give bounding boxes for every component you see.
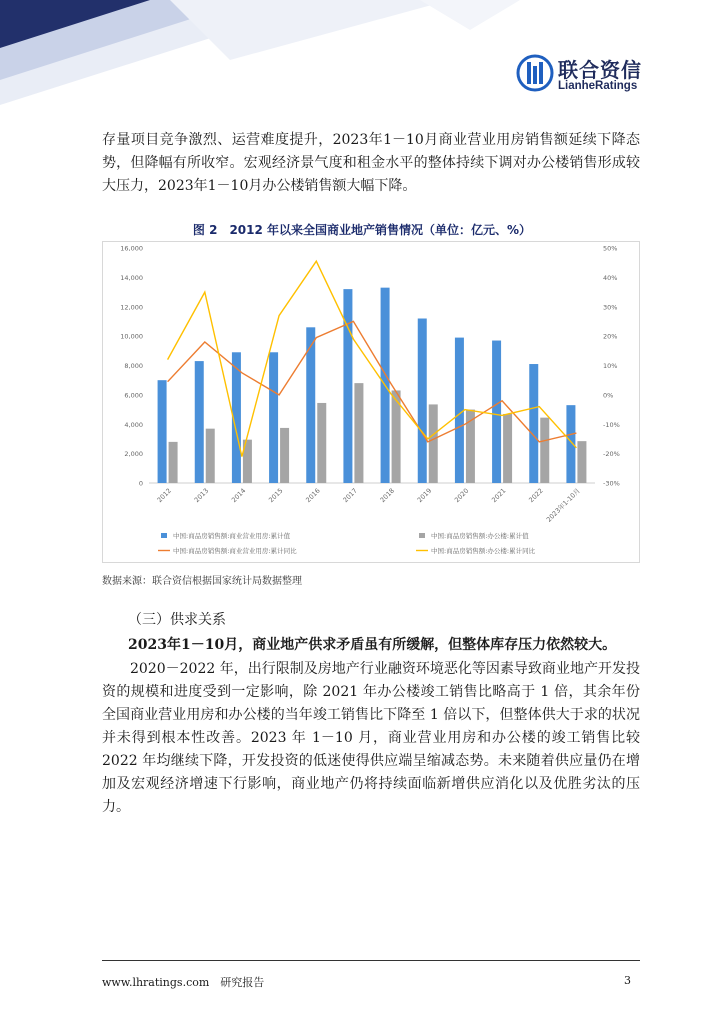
- right-tick-label: 30%: [603, 303, 618, 312]
- x-tick-label: 2019: [415, 486, 434, 505]
- legend-label: 中国:商品房销售额:商业营业用房:累计值: [173, 532, 291, 540]
- chart-container: [102, 241, 640, 563]
- legend-label: 中国:商品房销售额:商业营业用房:累计同比: [173, 547, 297, 555]
- bar-office: [354, 383, 363, 483]
- bar-commercial: [492, 341, 501, 483]
- body-paragraph: 2020－2022 年，出行限制及房地产行业融资环境恶化等因素导致商业地产开发投资的规模和进度受到一定影响，除 2021 年办公楼竣工销售比略高于 1 倍，其余年份全国商业营业用房和办公楼的当年竣工销售比下降至 1 倍以下，但整体供大于求的状况并未得到根本性改善。2023 年 1－10 月，商业营业用房和办公楼的竣工销售比较 2022 年均继续下降，开发投资的低迷使得供应端呈缩减态势。未来随着供应量仍在增加及宏观经济增速下行影响，商业地产仍将持续面临新增供应消化以及优胜劣汰的压力。: [102, 661, 640, 815]
- brand-name-cn: 联合资信: [558, 58, 642, 82]
- bar-commercial: [529, 364, 538, 483]
- left-tick-label: 10,000: [120, 332, 143, 341]
- x-tick-label: 2012: [155, 486, 173, 505]
- bar-office: [206, 429, 215, 483]
- bar-office: [577, 441, 586, 483]
- bar-commercial: [158, 380, 167, 483]
- bar-office: [429, 404, 438, 483]
- x-tick-label: 2022: [527, 486, 545, 505]
- left-tick-label: 2,000: [124, 450, 143, 459]
- sales-chart: [103, 242, 639, 562]
- x-tick-label: 2020: [452, 486, 471, 505]
- bar-office: [317, 403, 326, 483]
- right-tick-label: -20%: [603, 450, 620, 459]
- lianhe-logo-icon: [516, 54, 554, 92]
- right-tick-label: 20%: [603, 332, 618, 341]
- x-tick-label: 2023年1-10月: [544, 486, 582, 524]
- source-note: 数据来源：联合资信根据国家统计局数据整理: [102, 576, 302, 587]
- brand-logo: [516, 54, 646, 94]
- line-office-yoy: [168, 261, 577, 456]
- right-tick-label: -30%: [603, 479, 620, 488]
- bar-commercial: [269, 352, 278, 483]
- bar-office: [540, 418, 549, 483]
- figure-title: 图 2 2012 年以来全国商业地产销售情况（单位：亿元、%）: [192, 223, 532, 237]
- left-tick-label: 4,000: [124, 420, 143, 429]
- bar-commercial: [343, 289, 352, 483]
- left-tick-label: 12,000: [120, 303, 143, 312]
- legend-label: 中国:商品房销售额:办公楼:累计值: [431, 532, 529, 540]
- right-tick-label: -10%: [603, 420, 620, 429]
- key-statement: 2023年1－10月，商业地产供求矛盾虽有所缓解，但整体库存压力依然较大。: [128, 637, 617, 653]
- brand-name-en: LianheRatings: [558, 80, 638, 92]
- legend-swatch: [419, 533, 425, 538]
- bar-commercial: [455, 338, 464, 483]
- left-tick-label: 6,000: [124, 391, 143, 400]
- x-tick-label: 2018: [378, 486, 396, 505]
- bar-commercial: [418, 319, 427, 484]
- footer-site: www.lhratings.com 研究报告: [102, 976, 265, 989]
- bar-office: [280, 428, 289, 483]
- right-tick-label: 0%: [603, 391, 614, 400]
- bar-office: [503, 414, 512, 483]
- x-tick-label: 2014: [229, 486, 248, 505]
- right-tick-label: 50%: [603, 244, 618, 253]
- bar-office: [169, 442, 178, 483]
- section-title: （三）供求关系: [128, 612, 226, 628]
- bar-commercial: [566, 405, 575, 483]
- line-commercial-yoy: [168, 321, 577, 442]
- bar-commercial: [195, 361, 204, 483]
- x-tick-label: 2013: [192, 486, 211, 505]
- right-tick-label: 40%: [603, 273, 618, 282]
- intro-paragraph: 存量项目竞争激烈、运营难度提升，2023年1－10月商业营业用房销售额延续下降态势，但降幅有所收窄。宏观经济景气度和租金水平的整体持续下调对办公楼销售形成较大压力，2023年1－10月办公楼销售额大幅下降。: [102, 132, 640, 194]
- footer-divider: [102, 960, 640, 961]
- x-tick-label: 2017: [341, 486, 359, 505]
- legend-label: 中国:商品房销售额:办公楼:累计同比: [431, 547, 536, 555]
- left-tick-label: 14,000: [120, 273, 143, 282]
- left-tick-label: 16,000: [120, 244, 143, 253]
- page-number: 3: [624, 974, 631, 987]
- legend-swatch: [161, 533, 167, 538]
- left-tick-label: 0: [138, 479, 143, 488]
- x-tick-label: 2021: [490, 486, 508, 505]
- x-tick-label: 2015: [267, 486, 285, 505]
- x-tick-label: 2016: [304, 486, 322, 505]
- right-tick-label: 10%: [603, 362, 618, 370]
- left-tick-label: 8,000: [124, 362, 143, 370]
